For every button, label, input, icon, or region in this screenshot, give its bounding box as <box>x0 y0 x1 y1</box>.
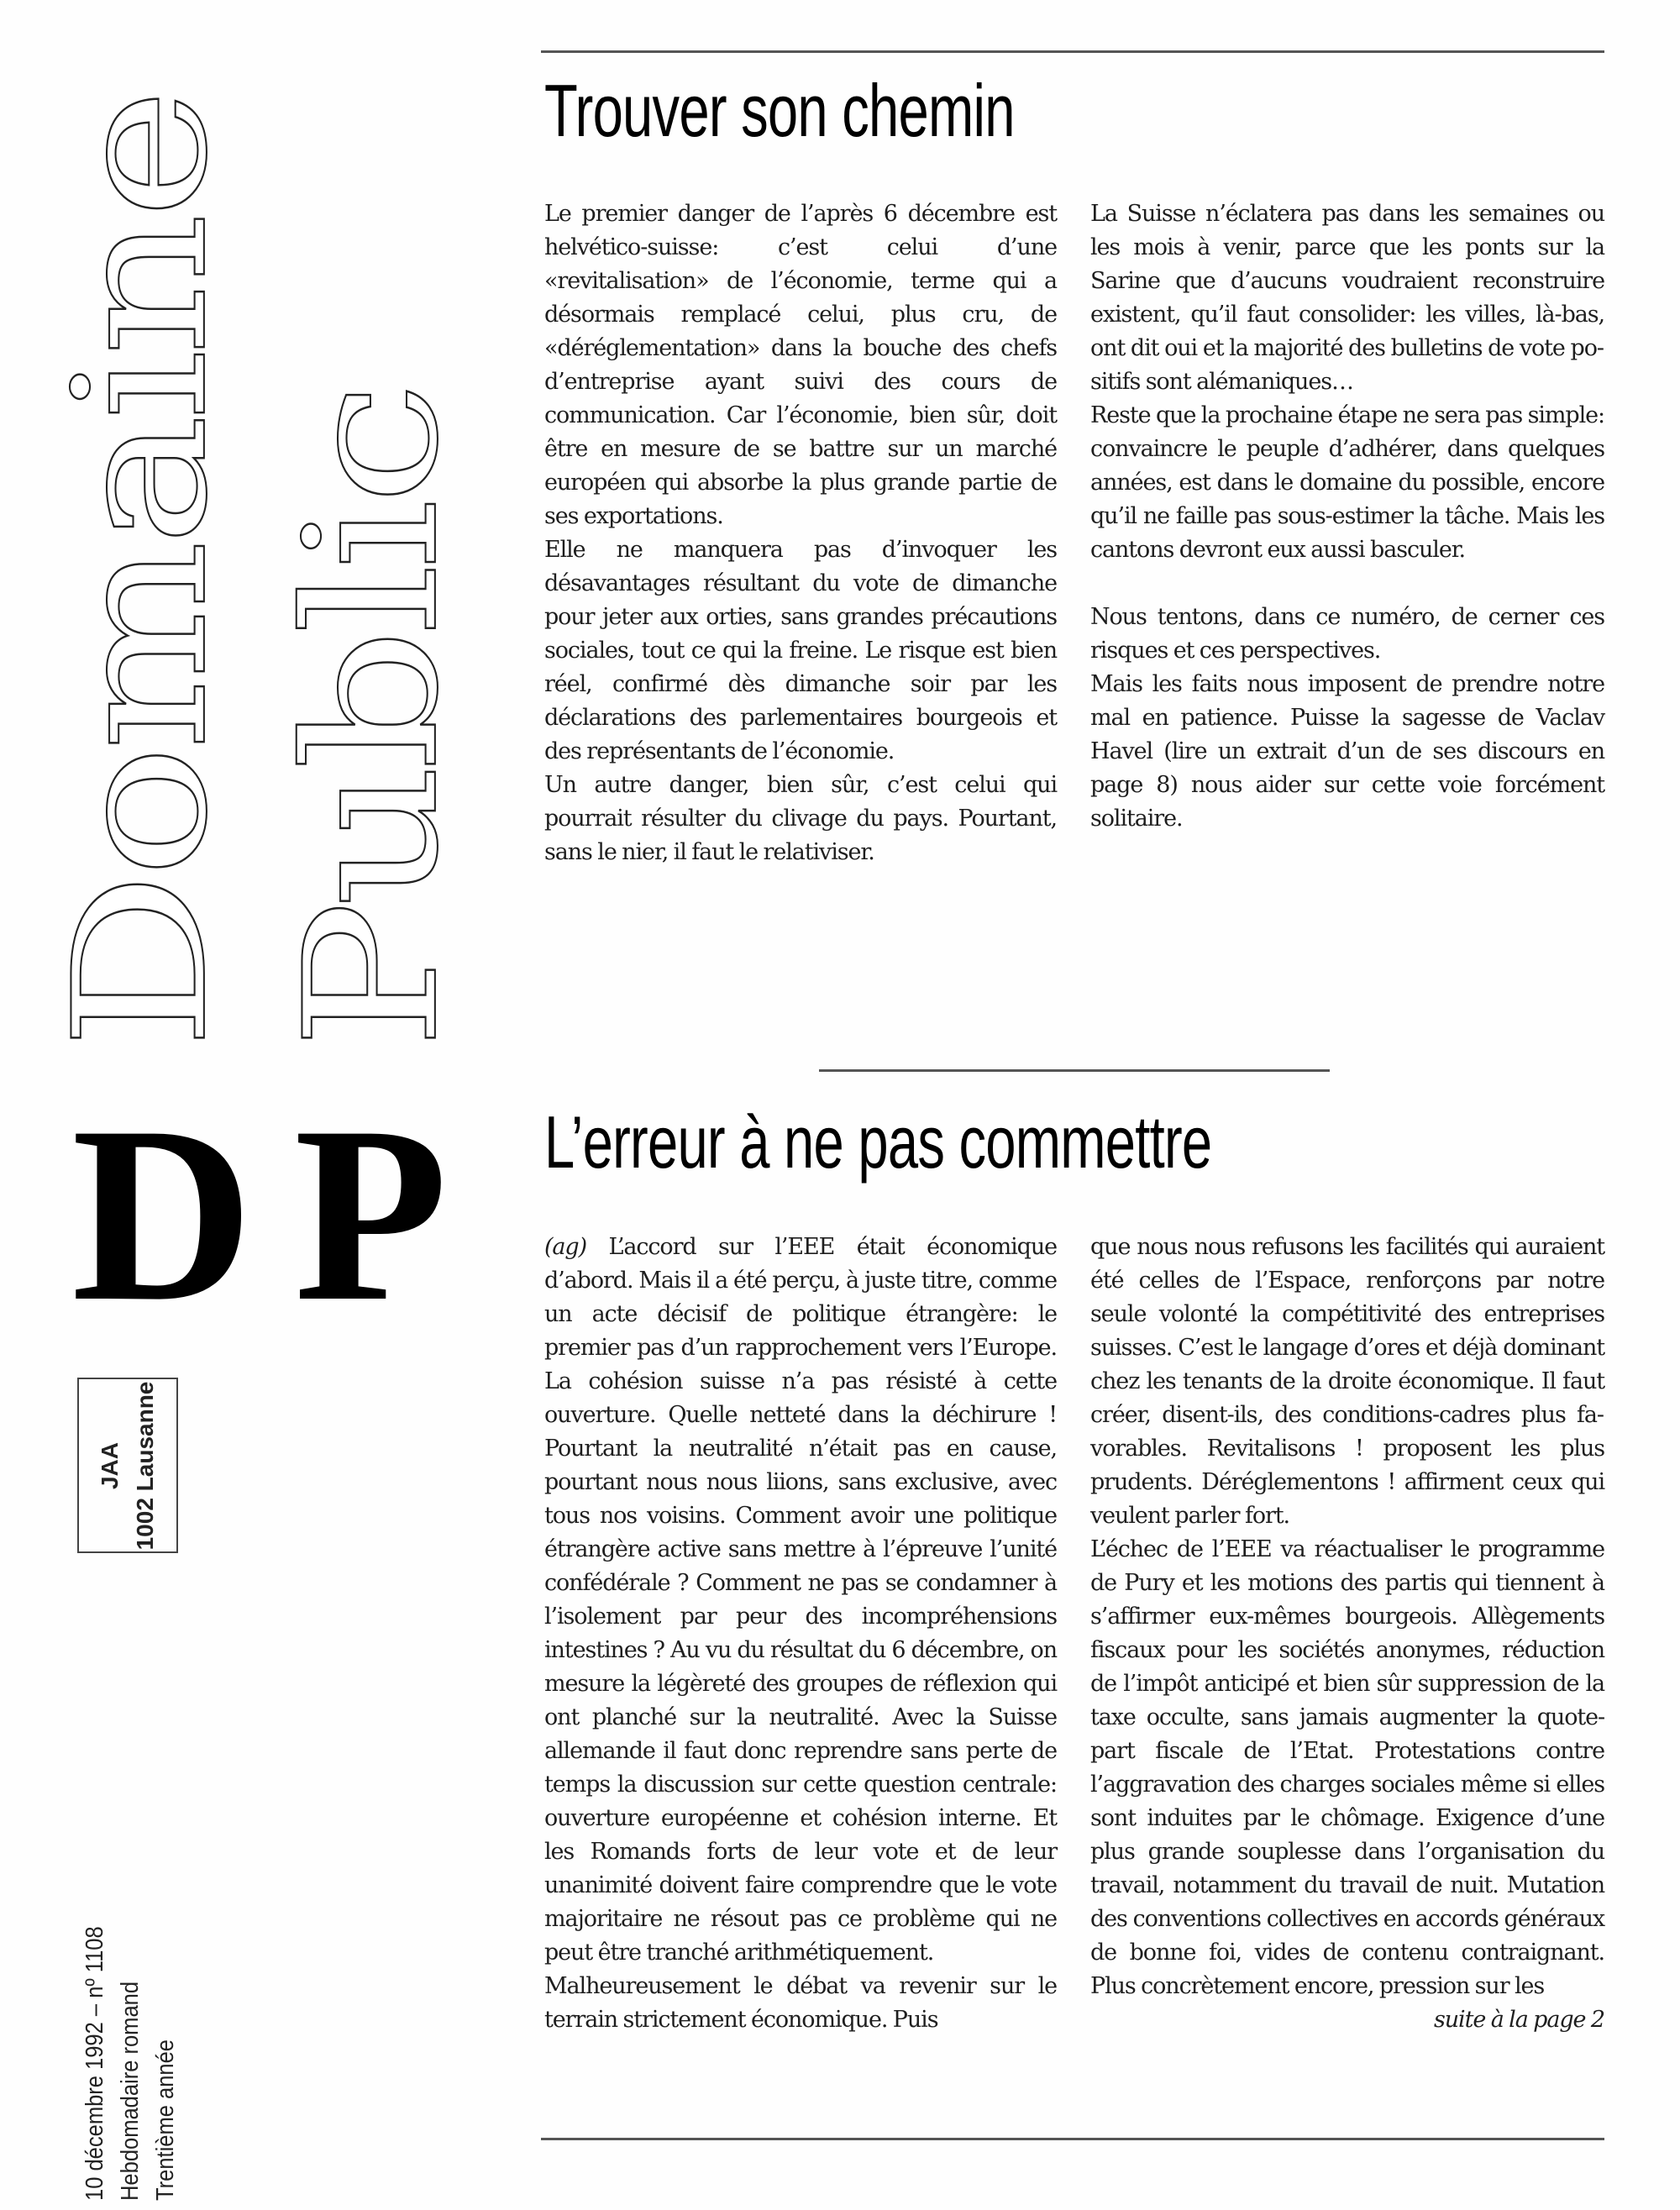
dp-logo <box>71 1074 475 1353</box>
paragraph: Le premier danger de l’après 6 décembre est helvético-suisse: c’est celui d’une «revitalisation» de l’économie, terme qui a désormais remplacé celui, plus cru, de «déréglementation» dans la bouche des chefs d’entreprise ayant suivi des cours de communication. Car l’économie, bien sûr, doit être en mesure de se battre sur un marché européen qui absorbe la plus grande partie de ses exportations. <box>544 201 1057 529</box>
paragraph-text: L’accord sur l’EEE était économique d’abord. Mais il a été perçu, à juste titre, comme un acte décisif de politique étrangère: le premier pas d’un rapprochement vers l’Europe. La cohésion suisse n’a pas résisté à cette ouverture. Quelle netteté dans la déchirure ! Pourtant la neutralité n’était pas en cause, pourtant nous nous liions, sans exclusive, avec tous nos voisins. Comment avoir une politique étrangère active sans mettre à l’épreuve l’unité confédérale ? Comment ne pas se condamner à l’isolement par peur des incompréhensions intestines ? Au vu du résultat du 6 décembre, on mesure la légèreté des groupes de réflexion qui ont planché sur la neutralité. Avec la Suisse allemande il faut donc reprendre sans perte de temps la discussion sur cette question centrale: ouverture européenne et cohésion interne. Et les Romands forts de leur vote et de leur unanimité doivent faire comprendre que le vote majoritaire ne résout pas ce problème qui ne peut être tranché arithmétiquement. <box>544 1234 1057 1966</box>
article-1-column-1 <box>544 197 1057 869</box>
paragraph: Nous tentons, dans ce numéro, de cerner ces risques et ces perspectives. <box>1090 604 1604 664</box>
article-1-column-2 <box>1090 197 1604 836</box>
paragraph: La Suisse n’éclatera pas dans les semaines ou les mois à venir, parce que les ponts sur la Sarine que d’aucuns voudraient reconstruire existent, qu’il faut consolider: les villes, là-bas, ont dit oui et la majorité des bulletins de vote positifs sont alémaniques… <box>1090 201 1604 395</box>
author-initials: (ag) <box>544 1234 587 1260</box>
issue-frequency: Hebdomadaire romand <box>117 1981 144 2201</box>
paragraph: Un autre danger, bien sûr, c’est celui qui pourrait résulter du clivage du pays. Pourtant, sans le nier, il faut le relativiser. <box>544 772 1057 865</box>
top-rule <box>541 50 1604 53</box>
postage-text <box>92 1381 163 1550</box>
paragraph: Elle ne manquera pas d’invoquer les désavantages résultant du vote de dimanche pour jeter aux orties, sans grandes précautions sociales, tout ce qui la freine. Le risque est bien réel, confirmé dès dimanche soir par les déclarations des parlementaires bourgeois et des représentants de l’économie. <box>544 537 1057 764</box>
article-2-headline: L’erreur à ne pas commettre <box>544 1100 1212 1184</box>
article-1-headline: Trouver son chemin <box>544 69 1015 152</box>
paragraph: L’échec de l’EEE va réactualiser le programme de Pury et les motions des partis qui tiennent à s’affirmer eux-mêmes bourgeois. Allègements fiscaux pour les sociétés anonymes, réduction de l’impôt anticipé et bien sûr suppression de la taxe occulte, sans jamais augmenter la quote-part fiscale de l’Etat. Protestations contre l’aggravation des charges sociales même si elles sont induites par le chômage. Exigence d’une plus grande souplesse dans l’organisation du travail, notamment du travail de nuit. Mutation des conventions collectives en accords généraux de bonne foi, vides de contenu contraignant. Plus concrètement encore, pression sur les <box>1090 1536 1604 1999</box>
continued-on-page-link[interactable]: suite à la page 2 <box>1434 2007 1604 2033</box>
article-2-column-2 <box>1090 1231 1604 2037</box>
issue-info <box>77 1889 183 2201</box>
paragraph: que nous nous refusons les facilités qui auraient été celles de l’Espace, renforçons par notre seule volonté la compétitivité des entreprises suisses. C’est le langage d’ores et déjà dominant chez les tenants de la droite économique. Il faut créer, disent-ils, des conditions-cadres plus favorables. Revitalisons ! proposent les plus prudents. Déréglementons ! affirment ceux qui veulent parler fort. <box>1090 1234 1604 1529</box>
issue-year: Trentième année <box>152 2039 179 2201</box>
section-divider-rule <box>819 1069 1330 1072</box>
postage-box <box>77 1378 178 1553</box>
paragraph: Mais les faits nous imposent de prendre notre mal en patience. Puisse la sagesse de Vaclav Havel (lire un extrait d’un de ses discours en page 8) nous aider sur cette voie forcément solitaire. <box>1090 671 1604 832</box>
logo-letter-d: D <box>71 1074 254 1353</box>
logo-letter-p: P <box>294 1074 449 1353</box>
paragraph <box>544 1231 1057 1970</box>
bottom-rule <box>541 2138 1604 2140</box>
paragraph: Reste que la prochaine étape ne sera pas simple: convaincre le peuple d’adhérer, dans quelques années, est dans le domaine du possible, encore qu’il ne faille pas sous-estimer la tâche. Mais les cantons devront eux aussi basculer. <box>1090 402 1605 563</box>
masthead-title-domaine: Domaine <box>34 94 248 1050</box>
masthead-title-public: Public <box>265 387 479 1050</box>
postage-line-jaa: JAA <box>97 1441 123 1489</box>
postage-line-city: 1002 Lausanne <box>132 1381 158 1550</box>
paragraph-spacer <box>1090 567 1604 601</box>
article-2-column-1 <box>544 1231 1057 2037</box>
paragraph: Malheureusement le débat va revenir sur le terrain strictement économique. Puis <box>544 1973 1057 2033</box>
issue-date-number: 10 décembre 1992 – nº 1108 <box>81 1926 108 2201</box>
